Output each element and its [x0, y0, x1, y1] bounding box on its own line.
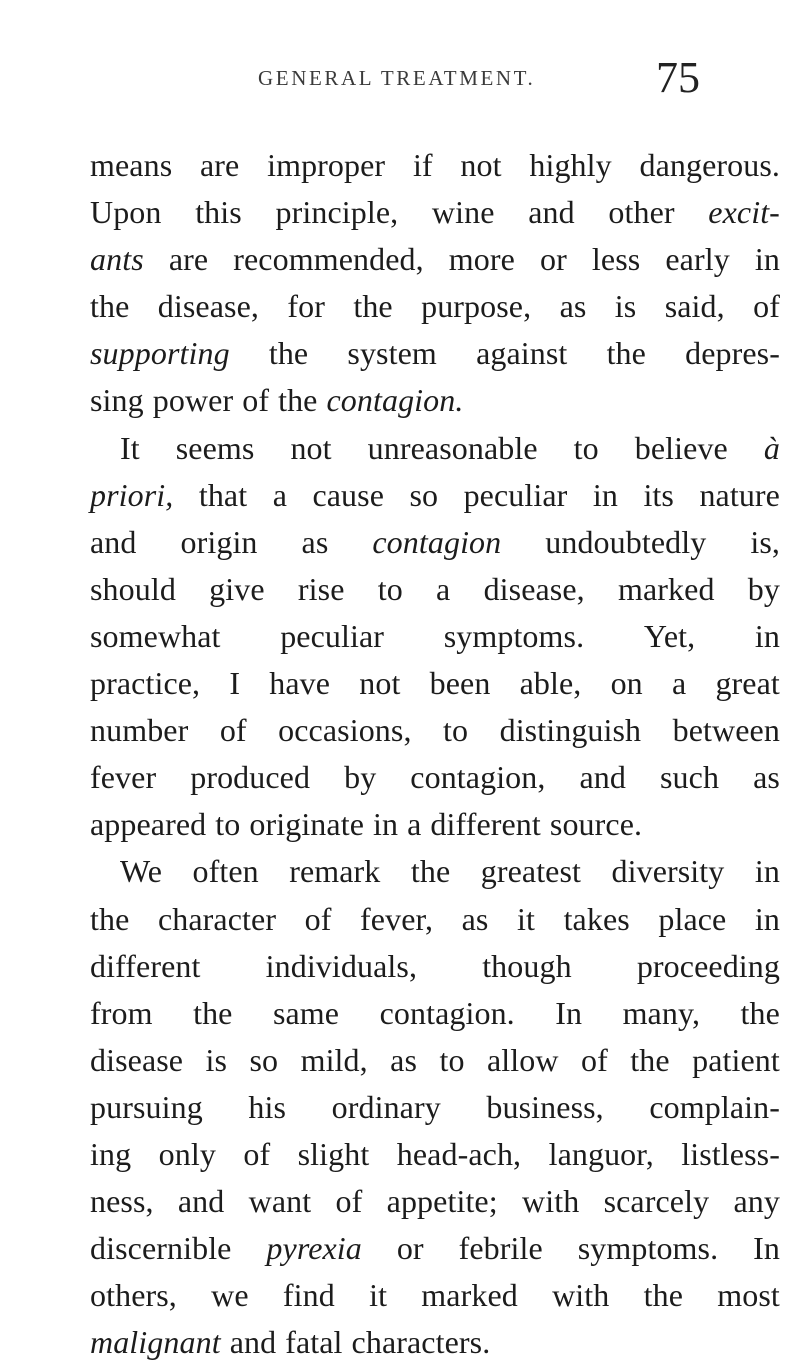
word: great — [715, 665, 780, 702]
word: appetite; — [386, 1183, 498, 1220]
word: such — [660, 759, 720, 796]
word: characters. — [351, 1324, 491, 1361]
word: the — [606, 335, 646, 372]
word: it — [517, 900, 536, 937]
word: a — [272, 476, 287, 513]
word: same — [272, 994, 340, 1031]
word: for — [287, 288, 325, 325]
word: believe — [634, 429, 728, 466]
word: should — [90, 570, 176, 607]
word: to — [215, 806, 241, 843]
word: to — [573, 429, 599, 466]
word: of — [304, 900, 332, 937]
word: to — [443, 712, 469, 749]
text-line — [90, 189, 780, 236]
word: improper — [267, 147, 386, 183]
word: most — [717, 1277, 780, 1314]
italic-word: malignant — [90, 1324, 221, 1361]
word: and — [177, 1183, 225, 1220]
word: in — [754, 241, 780, 278]
text-line — [90, 566, 780, 613]
word: this — [195, 194, 242, 231]
text-line — [90, 142, 780, 189]
word: Upon — [90, 194, 162, 231]
word: symptoms. — [577, 1230, 719, 1267]
word: the — [353, 288, 393, 325]
word: less — [591, 241, 641, 278]
word: symptoms. — [443, 617, 585, 654]
text-line — [90, 425, 780, 472]
word: occasions, — [278, 712, 412, 749]
word: been — [429, 665, 491, 702]
word: individuals, — [265, 947, 418, 984]
word: the — [268, 335, 309, 372]
text-line — [90, 896, 780, 943]
word: as — [753, 759, 780, 796]
word: the — [90, 900, 130, 937]
word: if — [412, 147, 433, 183]
word: dangerous. — [639, 147, 780, 183]
text-line — [90, 1131, 780, 1178]
word: produced — [190, 759, 311, 796]
word: by — [344, 759, 377, 796]
word: originate — [249, 806, 365, 843]
word: remark — [289, 853, 381, 890]
word: others, — [90, 1277, 177, 1314]
word: to — [439, 1041, 465, 1078]
word: number — [90, 712, 189, 749]
word: to — [377, 570, 403, 607]
word: wine — [431, 194, 495, 231]
word: as — [559, 288, 587, 325]
word: is — [614, 288, 637, 325]
word: the — [193, 994, 233, 1031]
text-line — [90, 472, 780, 519]
word: of — [580, 1041, 608, 1078]
word: or — [539, 241, 567, 278]
text-line — [90, 377, 780, 424]
text-line — [90, 943, 780, 990]
text-line — [90, 801, 780, 848]
word: scarcely — [603, 1183, 710, 1220]
word: a — [436, 570, 451, 607]
word: contagion. — [379, 994, 515, 1031]
word: against — [476, 335, 568, 372]
word: nature — [699, 476, 780, 513]
text-line — [90, 1319, 780, 1366]
word: the — [278, 382, 318, 419]
word: fever — [90, 759, 157, 796]
word: somewhat — [90, 617, 221, 654]
word: often — [192, 853, 259, 890]
text-line — [90, 519, 780, 566]
word: want — [248, 1183, 312, 1220]
word: in — [373, 806, 399, 843]
italic-word: contagion. — [326, 382, 464, 419]
word: listless- — [681, 1135, 780, 1172]
word: and — [90, 523, 137, 560]
word: ordinary — [331, 1088, 441, 1125]
text-line — [90, 330, 780, 377]
word: on — [610, 665, 643, 702]
text-line — [90, 236, 780, 283]
word: and — [528, 194, 575, 231]
word: so — [409, 476, 439, 513]
word: different — [430, 806, 541, 843]
word: contagion, — [410, 759, 546, 796]
word: of — [242, 382, 270, 419]
word: we — [211, 1277, 249, 1314]
word: allow — [486, 1041, 559, 1078]
text-line — [90, 660, 780, 707]
word: place — [658, 900, 727, 937]
word: cause — [312, 476, 385, 513]
word: source. — [549, 806, 643, 843]
word: early — [665, 241, 730, 278]
word: depres- — [685, 335, 780, 372]
word: greatest — [480, 853, 582, 890]
word: marked — [421, 1277, 518, 1314]
word: is, — [750, 523, 780, 560]
word: by — [747, 570, 780, 607]
text-line — [90, 1084, 780, 1131]
word: the — [740, 994, 780, 1031]
text-line — [90, 1178, 780, 1225]
word: the — [643, 1277, 684, 1314]
word: in — [754, 900, 780, 937]
word: disease — [90, 1041, 184, 1078]
word: rise — [297, 570, 345, 607]
word: in — [754, 617, 780, 654]
word: the — [630, 1041, 670, 1078]
running-head: GENERAL TREATMENT. — [258, 66, 536, 90]
word: so — [249, 1041, 279, 1078]
italic-word: ants — [90, 241, 144, 278]
italic-word: priori, — [90, 476, 174, 513]
word: proceeding — [636, 947, 780, 984]
word: slight — [297, 1135, 370, 1172]
word: are — [199, 147, 240, 183]
word: able, — [519, 665, 582, 702]
word: of — [243, 1135, 271, 1172]
word: system — [347, 335, 437, 372]
text-line — [90, 754, 780, 801]
word: I — [229, 665, 241, 702]
word: Yet, — [643, 617, 696, 654]
word: We — [120, 853, 163, 890]
word: peculiar — [463, 476, 568, 513]
word: patient — [692, 1041, 780, 1078]
word: a — [407, 806, 422, 843]
word: highly — [529, 147, 612, 183]
word: undoubtedly — [545, 523, 707, 560]
word: give — [209, 570, 265, 607]
word: in — [592, 476, 618, 513]
word: have — [269, 665, 331, 702]
word: his — [248, 1088, 287, 1125]
word: discernible — [90, 1230, 232, 1267]
word: of — [753, 288, 780, 325]
word: any — [733, 1183, 780, 1220]
word: with — [552, 1277, 610, 1314]
text-line — [90, 613, 780, 660]
italic-word: excit- — [708, 194, 780, 231]
word: other — [608, 194, 675, 231]
word: head-ach, — [396, 1135, 522, 1172]
word: and — [579, 759, 626, 796]
text-line — [90, 283, 780, 330]
word: find — [282, 1277, 335, 1314]
word: takes — [563, 900, 630, 937]
word: from — [90, 994, 153, 1031]
word: and — [229, 1324, 277, 1361]
italic-word: contagion — [372, 523, 502, 560]
word: febrile — [458, 1230, 543, 1267]
word: only — [158, 1135, 216, 1172]
word: pursuing — [90, 1088, 203, 1125]
word: sing — [90, 382, 144, 419]
word: peculiar — [280, 617, 385, 654]
word: complain- — [649, 1088, 780, 1125]
text-line — [90, 1225, 780, 1272]
word: appeared — [90, 806, 207, 843]
word: though — [482, 947, 572, 984]
text-line — [90, 707, 780, 754]
word: marked — [618, 570, 715, 607]
word: is — [205, 1041, 228, 1078]
word: recommended, — [233, 241, 424, 278]
word: fatal — [285, 1324, 343, 1361]
word: In — [555, 994, 583, 1031]
word: practice, — [90, 665, 201, 702]
word: said, — [664, 288, 725, 325]
word: or — [396, 1230, 424, 1267]
word: origin — [180, 523, 258, 560]
word: of — [335, 1183, 363, 1220]
word: disease, — [157, 288, 259, 325]
word: not — [290, 429, 332, 466]
italic-word: à — [763, 429, 780, 466]
word: the — [90, 288, 130, 325]
word: as — [461, 900, 489, 937]
word: In — [753, 1230, 780, 1267]
word: fever, — [360, 900, 434, 937]
word: diversity — [611, 853, 725, 890]
word: disease, — [483, 570, 585, 607]
word: distinguish — [499, 712, 642, 749]
word: in — [754, 853, 780, 890]
word: seems — [175, 429, 255, 466]
word: that — [198, 476, 248, 513]
text-line — [90, 848, 780, 895]
word: different — [90, 947, 201, 984]
text-line — [90, 990, 780, 1037]
page-number: 75 — [656, 53, 700, 102]
word: the — [410, 853, 451, 890]
word: as — [301, 523, 329, 560]
word: its — [643, 476, 674, 513]
word: of — [219, 712, 247, 749]
word: business, — [486, 1088, 604, 1125]
word: as — [390, 1041, 418, 1078]
italic-word: pyrexia — [266, 1230, 362, 1267]
body-text — [90, 142, 780, 1366]
word: more — [448, 241, 515, 278]
word: a — [671, 665, 687, 702]
word: power — [152, 382, 234, 419]
word: mild, — [300, 1041, 368, 1078]
word: not — [359, 665, 401, 702]
word: many, — [622, 994, 701, 1031]
word: It — [120, 429, 140, 466]
word: character — [157, 900, 277, 937]
word: with — [522, 1183, 580, 1220]
word: unreasonable — [367, 429, 538, 466]
word: principle, — [275, 194, 399, 231]
word: ing — [90, 1135, 132, 1172]
word: not — [460, 147, 502, 183]
word: languor, — [548, 1135, 654, 1172]
italic-word: supporting — [90, 335, 230, 372]
word: it — [369, 1277, 388, 1314]
word: ness, — [90, 1183, 154, 1220]
word: are — [168, 241, 209, 278]
word: means — [90, 147, 173, 183]
word: purpose, — [421, 288, 532, 325]
text-line — [90, 1037, 780, 1084]
word: between — [672, 712, 780, 749]
